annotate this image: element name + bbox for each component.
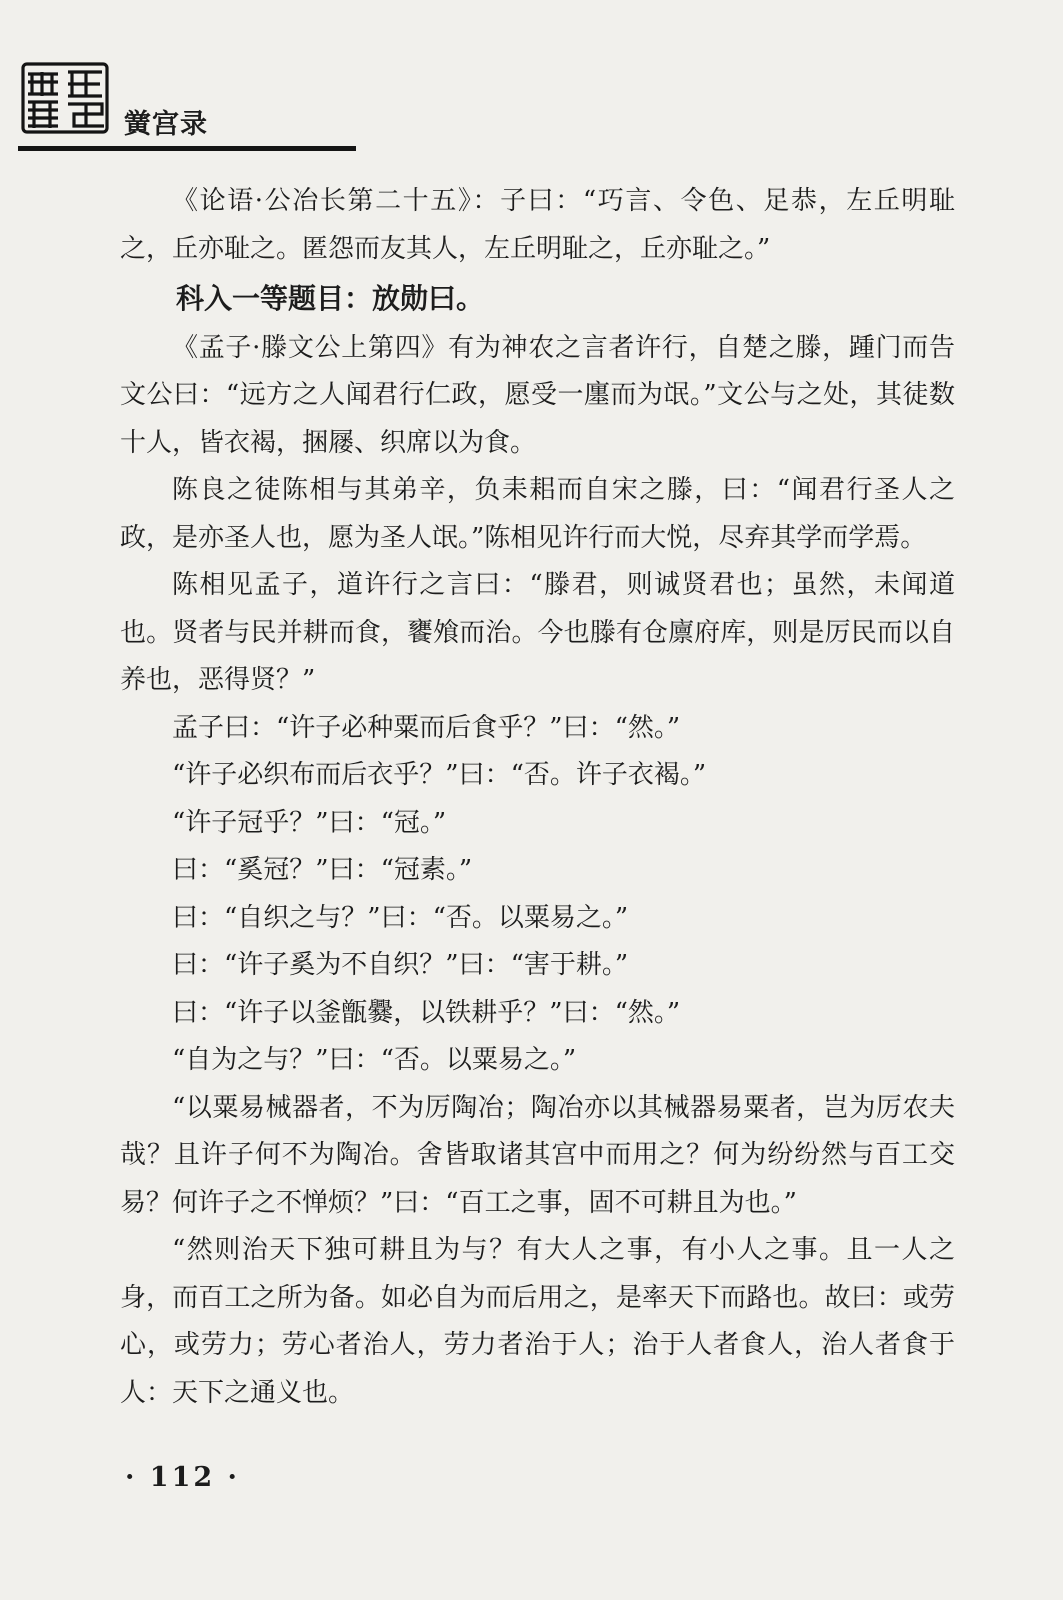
paragraph: 曰：“许子奚为不自织？”曰：“害于耕。” xyxy=(172,950,629,980)
paragraph: “以粟易械器者，不为厉陶冶；陶冶亦以其械器易粟者，岂为厉农夫哉？且许子何不为陶冶。舍皆取诸其宫中而用之？何为纷纷然与百工交易？何许子之不惮烦？”曰：“百工之事，固不可耕且为也。” xyxy=(120,1092,955,1218)
book-title: 黉宫录 xyxy=(124,109,208,140)
paragraph: 陈良之徒陈相与其弟辛，负耒耜而自宋之滕，曰：“闻君行圣人之政，是亦圣人也，愿为圣人氓。”陈相见许行而大悦，尽弃其学而学焉。 xyxy=(120,475,955,553)
paragraph: “自为之与？”曰：“否。以粟易之。” xyxy=(172,1045,577,1075)
paragraph: “许子冠乎？”曰：“冠。” xyxy=(172,807,447,838)
header-rule xyxy=(18,146,356,151)
paragraph: “然则治天下独可耕且为与？有大人之事，有小人之事。且一人之身，而百工之所为备。如必自为而后用之，是率天下而路也。故曰：或劳心，或劳力；劳心者治人，劳力者治于人；治于人者食人，治人者食于人：天下之通义也。 xyxy=(120,1235,955,1408)
seal-logo-icon xyxy=(20,60,110,136)
paragraph: 陈相见孟子，道许行之言曰：“滕君，则诚贤君也；虽然，未闻道也。贤者与民并耕而食，饔飧而治。今也滕有仓廪府库，则是厉民而以自养也，恶得贤？” xyxy=(120,570,955,695)
paragraph: 《孟子·滕文公上第四》有为神农之言者许行，自楚之滕，踵门而告文公曰：“远方之人闻君行仁政，愿受一廛而为氓。”文公与之处，其徒数十人，皆衣褐，捆屦、织席以为食。 xyxy=(120,332,955,458)
paragraph: “许子必织布而后衣乎？”曰：“否。许子衣褐。” xyxy=(172,760,707,790)
main-text xyxy=(120,178,955,1417)
paragraph: 曰：“奚冠？”曰：“冠素。” xyxy=(172,855,473,885)
paragraph: 《论语·公冶长第二十五》：子曰：“巧言、令色、足恭，左丘明耻之，丘亦耻之。匿怨而友其人，左丘明耻之，丘亦耻之。” xyxy=(120,186,955,264)
section-heading: 科入一等题目：放勋曰。 xyxy=(176,282,485,315)
paragraph: 曰：“自织之与？”曰：“否。以粟易之。” xyxy=(172,902,629,933)
page-number: · 112 · xyxy=(125,1462,240,1493)
paragraph: 孟子曰：“许子必种粟而后食乎？”曰：“然。” xyxy=(172,712,681,743)
paragraph: 曰：“许子以釜甑爨，以铁耕乎？”曰：“然。” xyxy=(172,997,681,1028)
